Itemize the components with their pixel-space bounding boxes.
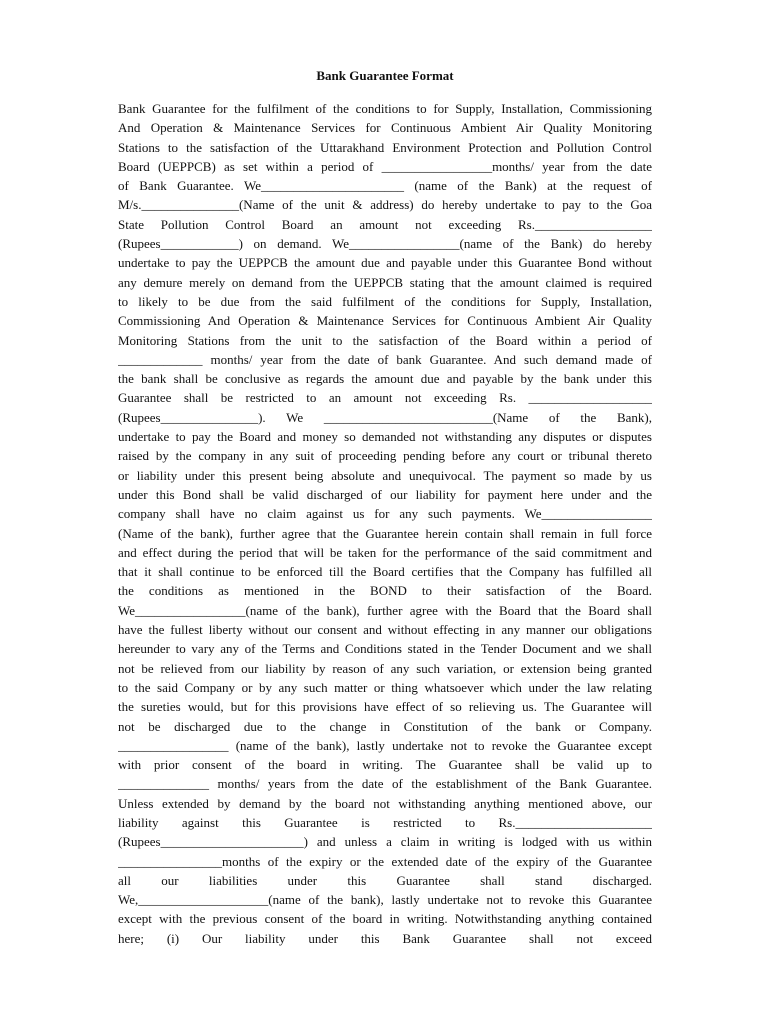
text-line: We,____________________(name of the bank), lastly undertake not to revoke this Guarantee <box>118 892 652 908</box>
text-line: the sureties would, but for this provisions have effect of so relieving us. The Guarantee will <box>118 699 652 715</box>
text-line: raised by the company in any suit of proceeding pending before any court or tribunal thereto <box>118 448 652 464</box>
text-line: Monitoring Stations from the unit to the satisfaction of the Board within a period of <box>118 332 652 348</box>
text-line: to likely to be due from the said fulfilment of the conditions for Supply, Installation, <box>118 293 652 309</box>
text-line: Board (UEPPCB) as set within a period of _________________months/ year from the date <box>118 158 652 174</box>
text-line: that it shall continue to be enforced till the Board certifies that the Company has fulfilled all <box>118 564 652 580</box>
text-line: or liability under this present being absolute and unequivocal. The payment so made by us <box>118 467 652 483</box>
text-line: (Rupees____________) on demand. We_________________(name of the Bank) do hereby <box>118 236 652 252</box>
text-line: not be discharged due to the change in Constitution of the bank or Company. <box>118 718 652 734</box>
text-line: except with the previous consent of the board in writing. Notwithstanding anything contained <box>118 911 652 927</box>
text-line: (Rupees_______________). We __________________________(Name of the Bank), <box>118 409 652 425</box>
text-line: and effect during the period that will be taken for the performance of the said commitment and <box>118 544 652 560</box>
text-line: (Name of the bank), further agree that the Guarantee herein contain shall remain in full force <box>118 525 652 541</box>
text-line: (Rupees______________________) and unless a claim in writing is lodged with us within <box>118 834 652 850</box>
text-line: State Pollution Control Board an amount not exceeding Rs.__________________ <box>118 216 652 232</box>
text-line: _________________ (name of the bank), lastly undertake not to revoke the Guarantee except <box>118 737 652 753</box>
text-line: Unless extended by demand by the board not withstanding anything mentioned above, our <box>118 795 652 811</box>
text-line: any demure merely on demand from the UEPPCB stating that the amount claimed is required <box>118 274 652 290</box>
text-line: here; (i) Our liability under this Bank Guarantee shall not exceed <box>118 930 652 946</box>
text-line: And Operation & Maintenance Services for Continuous Ambient Air Quality Monitoring <box>118 120 652 136</box>
text-line: the bank shall be conclusive as regards the amount due and payable by the bank under this <box>118 371 652 387</box>
text-line: under this Bond shall be valid discharged of our liability for payment here under and the <box>118 486 652 502</box>
text-line: undertake to pay the UEPPCB the amount due and payable under this Guarantee Bond without <box>118 255 652 271</box>
text-line: undertake to pay the Board and money so demanded not withstanding any disputes or disputes <box>118 429 652 445</box>
text-line: _____________ months/ year from the date of bank Guarantee. And such demand made of <box>118 351 652 367</box>
guarantee-body <box>118 99 652 948</box>
text-line: company shall have no claim against us for any such payments. We_________________ <box>118 506 652 522</box>
text-line: Guarantee shall be restricted to an amount not exceeding Rs. ___________________ <box>118 390 652 406</box>
text-line: We_________________(name of the bank), further agree with the Board that the Board shall <box>118 602 652 618</box>
text-line: Commissioning And Operation & Maintenance Services for Continuous Ambient Air Quality <box>118 313 652 329</box>
text-line: the conditions as mentioned in the BOND to their satisfaction of the Board. <box>118 583 652 599</box>
text-line: of Bank Guarantee. We______________________ (name of the Bank) at the request of <box>118 178 652 194</box>
page-title: Bank Guarantee Format <box>316 68 454 83</box>
text-line: all our liabilities under this Guarantee shall stand discharged. <box>118 872 652 888</box>
text-line: to the said Company or by any such matter or thing whatsoever which under the law relating <box>118 679 652 695</box>
text-line: ________________months of the expiry or the extended date of the expiry of the Guarantee <box>118 853 652 869</box>
text-line: M/s._______________(Name of the unit & address) do hereby undertake to pay to the Goa <box>118 197 652 213</box>
text-line: have the fullest liberty without our consent and without effecting in any manner our obligations <box>118 622 652 638</box>
text-line: with prior consent of the board in writing. The Guarantee shall be valid up to <box>118 757 652 773</box>
text-line: ______________ months/ years from the date of the establishment of the Bank Guarantee. <box>118 776 652 792</box>
text-line: Bank Guarantee for the fulfilment of the conditions to for Supply, Installation, Commissioning <box>118 101 652 116</box>
text-line: not be relieved from our liability by reason of any such variation, or extension being granted <box>118 660 652 676</box>
text-line: Stations to the satisfaction of the Uttarakhand Environment Protection and Pollution Control <box>118 139 652 155</box>
text-line: liability against this Guarantee is restricted to Rs._____________________ <box>118 814 652 830</box>
text-line: hereunder to vary any of the Terms and Conditions stated in the Tender Document and we shall <box>118 641 652 657</box>
